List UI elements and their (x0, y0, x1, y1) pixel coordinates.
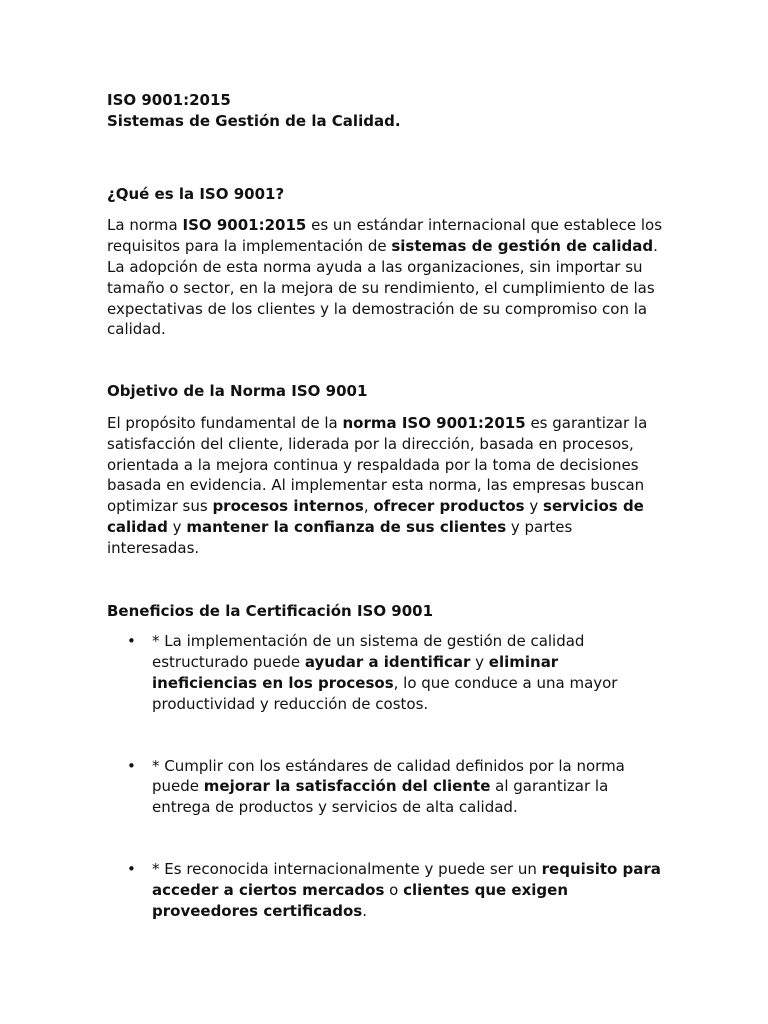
bold-span: sistemas de gestión de calidad (391, 237, 654, 256)
text-span: * La implementación de un sistema de gestión de calidad estructurado puede (152, 632, 585, 672)
text-span: La norma (107, 216, 183, 235)
title-line-2: Sistemas de Gestión de la Calidad. (107, 111, 401, 130)
list-item (107, 859, 667, 921)
bullet-icon: • (127, 756, 136, 775)
text-span: * Cumplir con los estándares de calidad definidos por la norma puede (152, 756, 625, 796)
list-item (107, 756, 667, 818)
document-page (107, 90, 667, 921)
text-span: , lo que conduce a una mayor productividad y reducción de costos. (152, 673, 618, 713)
text-span: es un estándar internacional que establece los requisitos para la implementación de (107, 216, 663, 256)
bold-span: procesos internos (212, 497, 364, 516)
heading-objetivo: Objetivo de la Norma ISO 9001 (107, 382, 368, 401)
text-span: o (384, 880, 404, 899)
document-title (107, 90, 667, 132)
text-span: al garantizar la entrega de productos y servicios de alta calidad. (152, 777, 609, 817)
bullet-icon: • (127, 632, 136, 651)
text-span: * Es reconocida internacionalmente y puede ser un (152, 859, 542, 878)
bold-span: norma ISO 9001:2015 (342, 413, 526, 432)
paragraph-objetivo (107, 413, 667, 559)
bold-span: ayudar a identificar (304, 653, 471, 672)
bold-span: ofrecer productos (373, 497, 525, 516)
bullet-icon: • (127, 859, 136, 878)
bold-span: eliminar ineficiencias en los procesos (152, 653, 559, 692)
heading-que-es: ¿Qué es la ISO 9001? (107, 184, 285, 203)
text-span: y (470, 653, 489, 672)
text-span: y (167, 517, 187, 536)
text-span: . (362, 901, 367, 920)
benefits-list (107, 631, 667, 921)
bold-span: ISO 9001:2015 (182, 216, 307, 235)
list-item (107, 631, 667, 714)
text-span: El propósito fundamental de la (107, 413, 343, 432)
text-span: es garantizar la satisfacción del cliente, liderada por la dirección, basada en procesos, orientada a la mejora continua y respaldada por la toma de decisiones basada en evidencia. Al implementar esta norma, las empresas buscan optimizar sus (107, 413, 648, 516)
bold-span: mejorar la satisfacción del cliente (203, 777, 491, 796)
text-span: , (363, 497, 374, 516)
text-span: y (524, 497, 544, 516)
title-line-1: ISO 9001:2015 (107, 91, 231, 109)
bold-span: clientes que exigen proveedores certificados (152, 880, 569, 920)
heading-beneficios: Beneficios de la Certificación ISO 9001 (107, 601, 434, 620)
text-span: . La adopción de esta norma ayuda a las organizaciones, sin importar su tamaño o sector, en la mejora de su rendimiento, el cumplimiento de las expectativas de los clientes y la demostración de su compromiso con la calidad. (107, 237, 658, 339)
bold-span: requisito para acceder a ciertos mercados (152, 859, 661, 899)
bold-span: servicios de calidad (107, 497, 644, 536)
paragraph-que-es (107, 215, 667, 340)
bold-span: mantener la confianza de sus clientes (186, 517, 507, 536)
text-span: y partes interesadas. (107, 517, 573, 557)
